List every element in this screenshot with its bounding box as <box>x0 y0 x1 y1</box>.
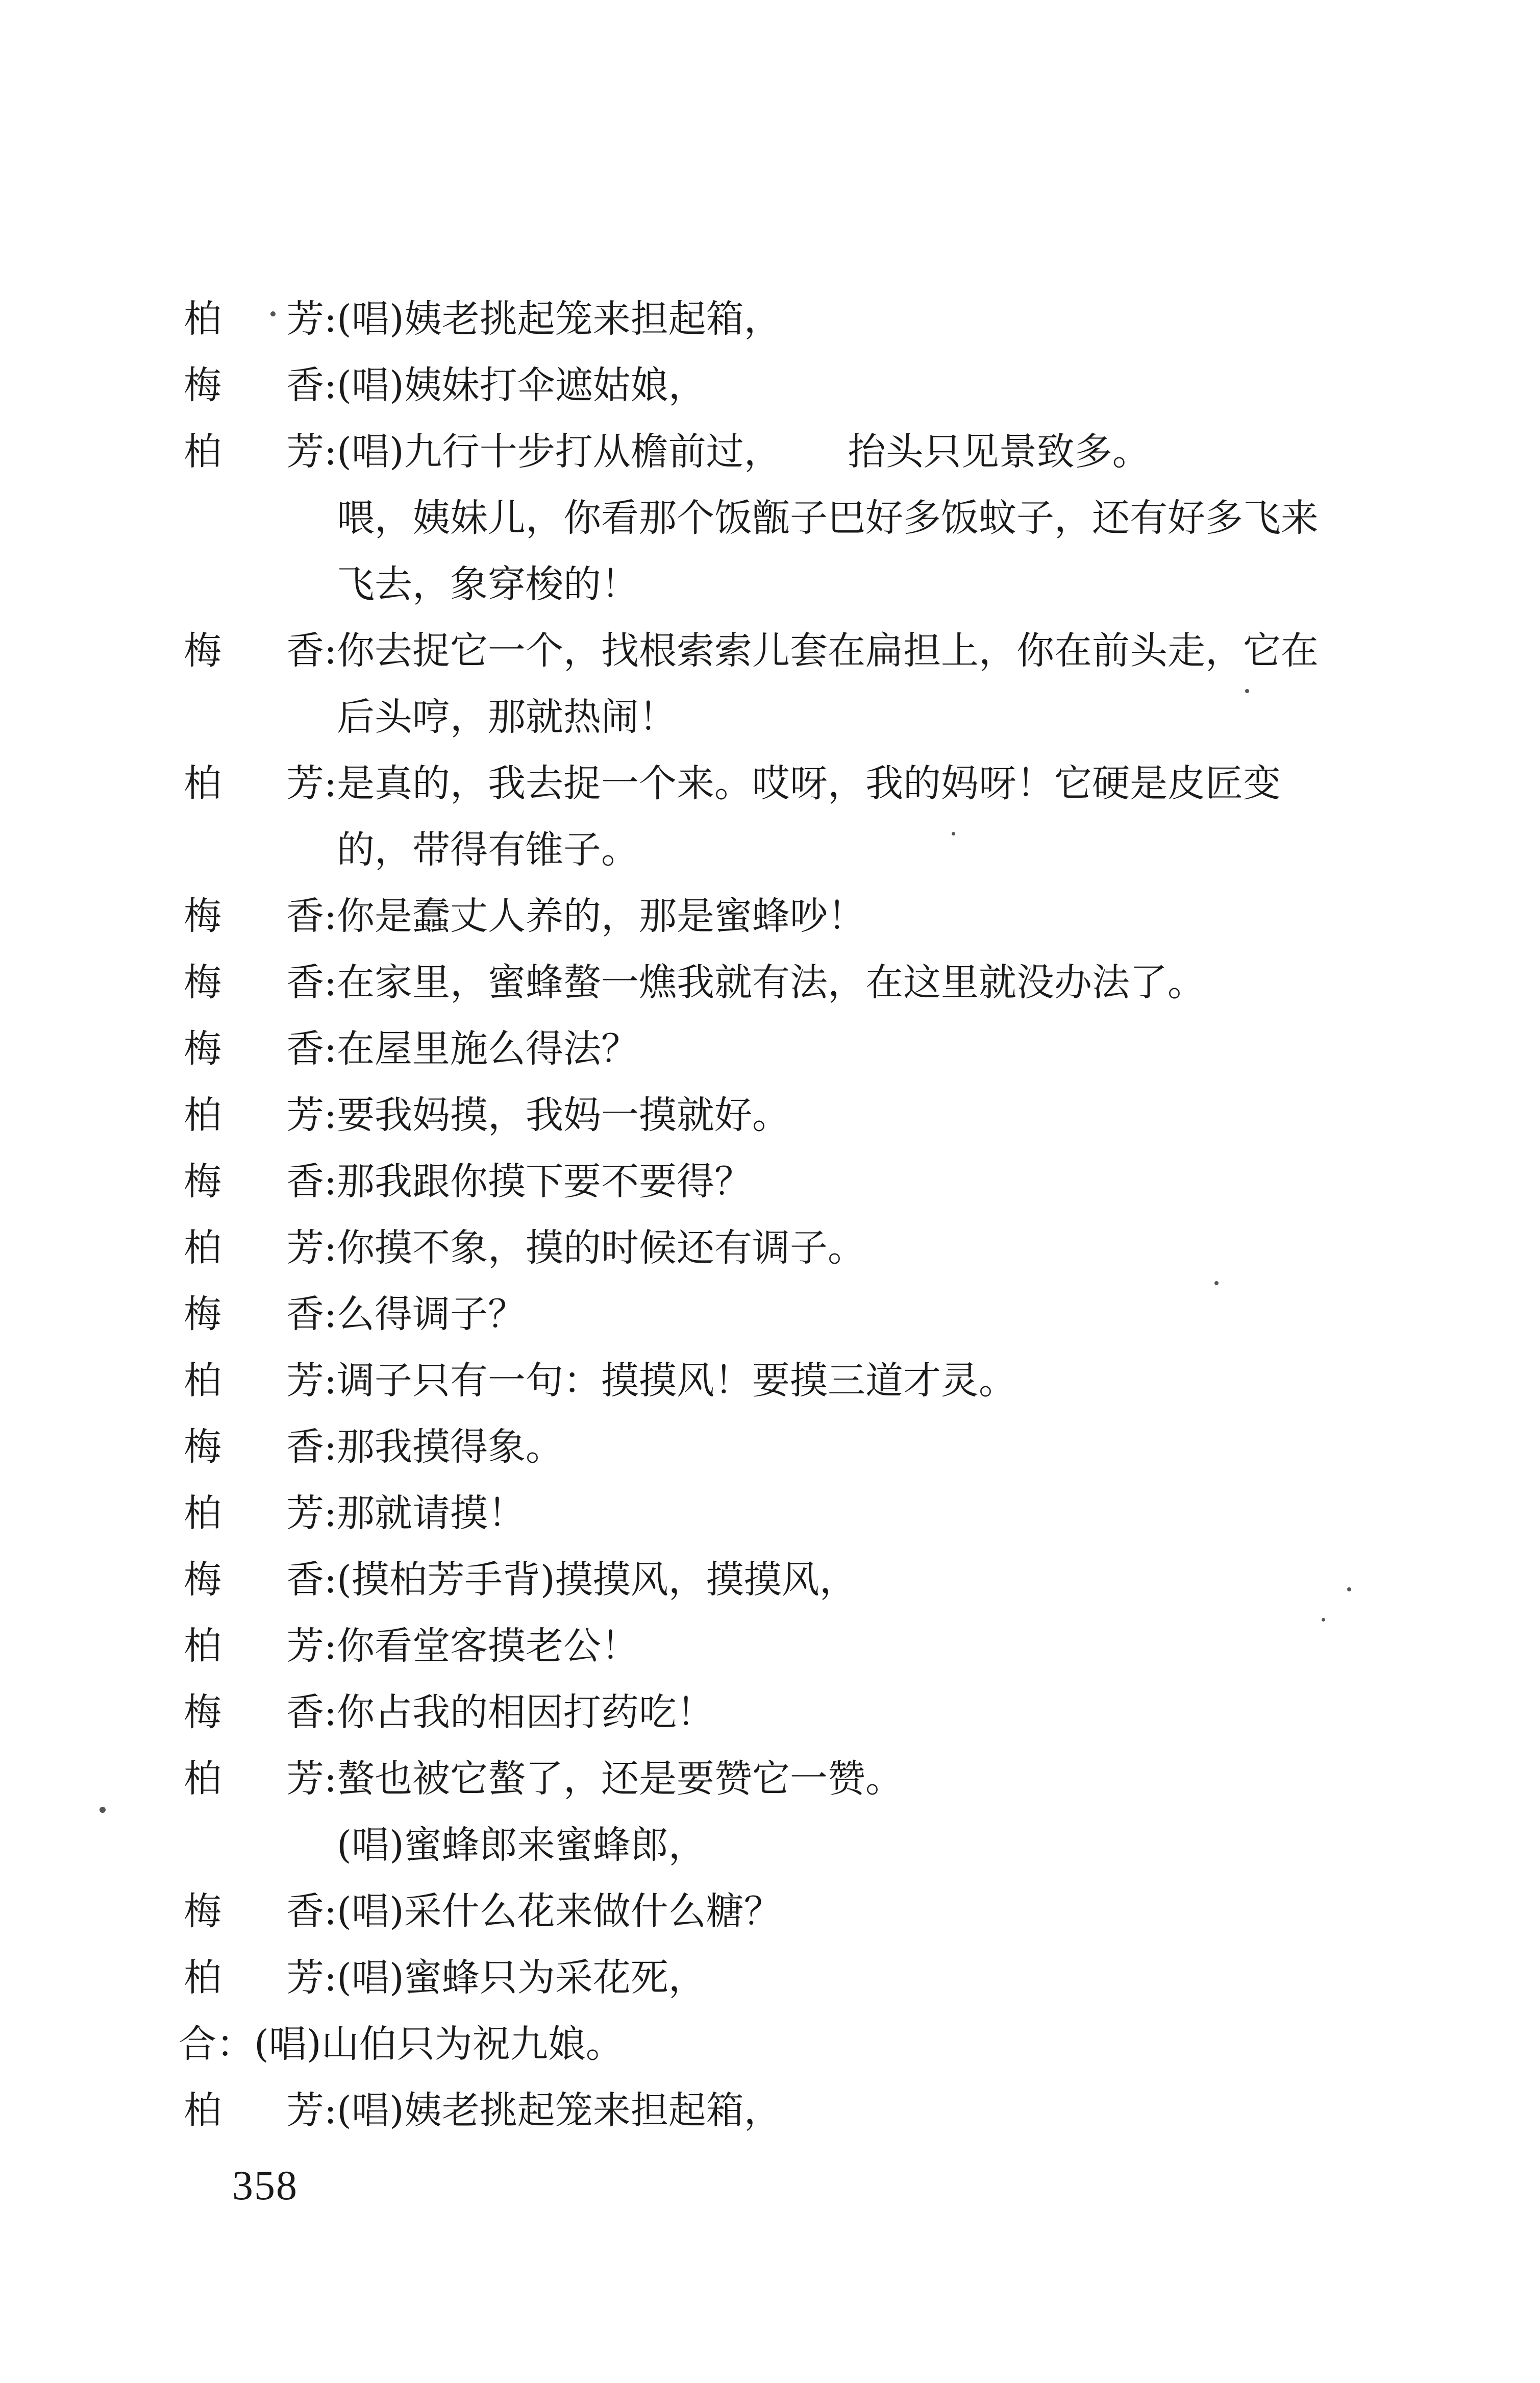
colon: : <box>324 1359 337 1403</box>
speaker-char-2: 芳 <box>286 297 325 341</box>
dialogue-text: (唱)采什么花来做什么糖？ <box>337 1889 782 1933</box>
colon: : <box>324 1226 337 1270</box>
speaker-char-2: 芳 <box>286 1491 325 1535</box>
dialogue-line <box>184 883 1419 949</box>
dialogue-text: (摸柏芳手背)摸摸风，摸摸风， <box>337 1558 857 1602</box>
dialogue-line <box>184 1945 1419 2011</box>
dialogue-line <box>184 1679 1419 1746</box>
colon: : <box>324 1491 337 1535</box>
speaker-name <box>184 1945 337 2011</box>
speaker-char-2: 芳 <box>286 1226 325 1270</box>
speaker-char-2: 香 <box>286 1690 325 1734</box>
speaker-char-2: 芳 <box>286 1624 325 1668</box>
dialogue-line <box>184 1480 1419 1546</box>
continuation-line: (唱)蜜蜂郎来蜜蜂郎， <box>337 1823 706 1867</box>
colon: : <box>324 1757 337 1801</box>
dialogue-line <box>184 1215 1419 1281</box>
dialogue-text <box>337 419 1419 485</box>
colon: : <box>324 1093 337 1137</box>
speaker-char-2: 香 <box>286 629 325 673</box>
lyric-part-1: (唱)九行十步打从檐前过， <box>337 430 782 474</box>
speaker-char-2: 香 <box>286 1889 325 1933</box>
speaker-name <box>184 949 337 1016</box>
dialogue-line <box>184 419 1419 485</box>
speaker-char-1: 柏 <box>184 297 221 341</box>
dialogue-text: 你去捉它一个，找根索索儿套在扁担上，你在前头走，它在 <box>337 629 1319 673</box>
speaker-name <box>184 1746 337 1812</box>
speaker-char-2: 芳 <box>286 2089 325 2132</box>
colon: : <box>324 430 337 474</box>
dialogue-text: 你摸不象，摸的时候还有调子。 <box>337 1226 865 1270</box>
speaker-char-2: 香 <box>286 363 325 407</box>
dialogue-text: 那我跟你摸下要不要得？ <box>337 1160 752 1203</box>
speaker-char-1: 梅 <box>184 894 221 938</box>
speaker-char-2: 芳 <box>286 1956 325 2000</box>
speaker-name <box>184 750 337 817</box>
speaker-name <box>184 286 337 352</box>
dialogue-text: 是真的，我去捉一个来。哎呀，我的妈呀！它硬是皮匠变 <box>337 761 1281 805</box>
dialogue-text: 那我摸得象。 <box>337 1425 563 1469</box>
dialogue-line <box>184 618 1419 684</box>
dialogue-line <box>184 1347 1419 1414</box>
speaker-char-1: 柏 <box>184 761 221 805</box>
speaker-name <box>184 2077 337 2144</box>
speaker-char-2: 香 <box>286 1292 325 1336</box>
colon: : <box>324 1690 337 1734</box>
colon: : <box>324 1160 337 1203</box>
speaker-char-2: 芳 <box>286 761 325 805</box>
scan-speck <box>1322 1618 1325 1622</box>
continuation-line: 喂，姨妹儿，你看那个饭甑子巴好多饭蚊子，还有好多飞来 <box>337 496 1319 540</box>
speaker-char-2: 香 <box>286 1558 325 1602</box>
speaker-char-1: 柏 <box>184 1757 221 1801</box>
dialogue-line <box>184 1148 1419 1215</box>
dialogue-line <box>184 1878 1419 1945</box>
dialogue-text: 你看堂客摸老公！ <box>337 1624 639 1668</box>
speaker-char-2: 芳 <box>286 1757 325 1801</box>
continuation-line: 的，带得有锥子。 <box>337 828 639 872</box>
colon: : <box>324 629 337 673</box>
dialogue-text: 在屋里施么得法？ <box>337 1027 639 1071</box>
scan-speck <box>270 311 276 316</box>
dialogue-line <box>184 1281 1419 1347</box>
colon: : <box>324 1889 337 1933</box>
colon: : <box>324 2089 337 2132</box>
speaker-char-1: 梅 <box>184 1425 221 1469</box>
speaker-name <box>184 618 337 684</box>
speaker-char-1: 梅 <box>184 1027 221 1071</box>
page-number: 358 <box>232 2162 298 2208</box>
lyric-part-2: 抬头只见景致多。 <box>848 430 1150 474</box>
speaker-char-2: 芳 <box>286 1359 325 1403</box>
speaker-char-1: 柏 <box>184 1956 221 2000</box>
speaker-char-1: 梅 <box>184 629 221 673</box>
speaker-char-1: 柏 <box>184 1491 221 1535</box>
speaker-char-1: 梅 <box>184 1160 221 1203</box>
colon: : <box>324 1558 337 1602</box>
speaker-char-1: 梅 <box>184 1558 221 1602</box>
dialogue-line <box>184 949 1419 1016</box>
speaker-char-2: 香 <box>286 1425 325 1469</box>
dialogue-line <box>184 352 1419 419</box>
speaker-name <box>184 1016 337 1082</box>
speaker-name <box>184 1878 337 1945</box>
dialogue-text: 螯也被它螯了，还是要赞它一赞。 <box>337 1757 903 1801</box>
colon: : <box>324 961 337 1004</box>
dialogue-line <box>184 286 1419 352</box>
chorus-line: 合：(唱)山伯只为祝九娘。 <box>179 2022 624 2066</box>
dialogue-line <box>184 2077 1419 2144</box>
speaker-char-1: 柏 <box>184 1093 221 1137</box>
speaker-char-1: 梅 <box>184 1292 221 1336</box>
dialogue-line <box>184 1414 1419 1480</box>
speaker-char-1: 梅 <box>184 1690 221 1734</box>
speaker-name <box>184 1613 337 1679</box>
speaker-char-1: 梅 <box>184 961 221 1004</box>
scan-speck <box>1347 1587 1351 1591</box>
speaker-name <box>184 1281 337 1347</box>
dialogue-text: 要我妈摸，我妈一摸就好。 <box>337 1093 790 1137</box>
speaker-char-1: 柏 <box>184 430 221 474</box>
dialogue-line <box>184 1082 1419 1148</box>
speaker-name <box>184 883 337 949</box>
dialogue-text: (唱)姨老挑起笼来担起箱， <box>337 297 782 341</box>
dialogue-text: 调子只有一句：摸摸风！要摸三道才灵。 <box>337 1359 1016 1403</box>
colon: : <box>324 1425 337 1469</box>
speaker-char-2: 香 <box>286 961 325 1004</box>
speaker-name <box>184 1347 337 1414</box>
dialogue-text: 在家里，蜜蜂螯一燋我就有法，在这里就没办法了。 <box>337 961 1205 1004</box>
colon: : <box>324 761 337 805</box>
dialogue-text: 那就请摸！ <box>337 1491 526 1535</box>
speaker-name <box>184 1679 337 1746</box>
speaker-char-1: 梅 <box>184 1889 221 1933</box>
dialogue-line <box>184 1746 1419 1812</box>
dialogue-line <box>184 1613 1419 1679</box>
speaker-char-1: 柏 <box>184 1624 221 1668</box>
scan-speck <box>100 1807 106 1813</box>
speaker-char-2: 香 <box>286 1160 325 1203</box>
colon: : <box>324 894 337 938</box>
dialogue-text: (唱)姨老挑起笼来担起箱， <box>337 2089 782 2132</box>
dialogue-text: (唱)姨妹打伞遮姑娘， <box>337 363 706 407</box>
speaker-name <box>184 352 337 419</box>
speaker-name <box>184 1148 337 1215</box>
dialogue-text: 你占我的相因打药吃！ <box>337 1690 714 1734</box>
speaker-char-2: 芳 <box>286 430 325 474</box>
colon: : <box>324 1624 337 1668</box>
scan-speck <box>952 832 955 836</box>
speaker-char-1: 柏 <box>184 1226 221 1270</box>
speaker-char-2: 香 <box>286 894 325 938</box>
speaker-name <box>184 1546 337 1613</box>
speaker-name <box>184 1082 337 1148</box>
colon: : <box>324 1292 337 1336</box>
dialogue-line <box>184 750 1419 817</box>
speaker-char-1: 柏 <box>184 1359 221 1403</box>
speaker-char-2: 芳 <box>286 1093 325 1137</box>
speaker-char-2: 香 <box>286 1027 325 1071</box>
scan-speck <box>1245 689 1249 693</box>
speaker-name <box>184 1414 337 1480</box>
continuation-line: 飞去，象穿梭的！ <box>337 562 639 606</box>
colon: : <box>324 363 337 407</box>
script-body <box>179 286 1419 2144</box>
dialogue-text: 你是蠢丈人养的，那是蜜蜂吵！ <box>337 894 865 938</box>
speaker-name <box>184 419 337 485</box>
dialogue-line <box>184 1016 1419 1082</box>
continuation-line: 后头哼，那就热闹！ <box>337 695 677 739</box>
dialogue-text: 么得调子？ <box>337 1292 526 1336</box>
speaker-char-1: 柏 <box>184 2089 221 2132</box>
dialogue-line <box>184 1546 1419 1613</box>
colon: : <box>324 1027 337 1071</box>
colon: : <box>324 1956 337 2000</box>
speaker-name <box>184 1480 337 1546</box>
colon: : <box>324 297 337 341</box>
speaker-name <box>184 1215 337 1281</box>
speaker-char-1: 梅 <box>184 363 221 407</box>
dialogue-text: (唱)蜜蜂只为采花死， <box>337 1956 706 2000</box>
scan-speck <box>1214 1281 1219 1285</box>
